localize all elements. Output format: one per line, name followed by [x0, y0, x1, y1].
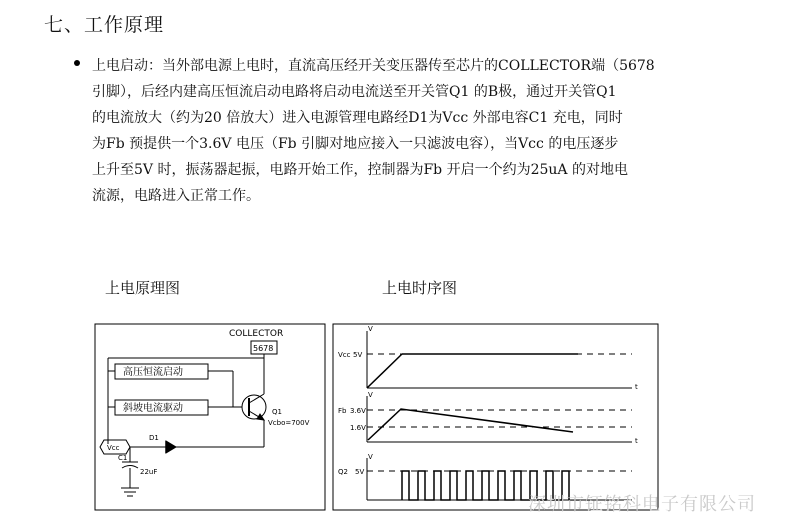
paragraph-line: 的电流放大（约为20 倍放大）进入电源管理电路经D1为Vcc 外部电容C1 充电，同时 — [92, 110, 623, 126]
timing-diagram — [333, 324, 658, 510]
timing-labels — [338, 325, 638, 476]
q2-5v-label: 5V — [355, 468, 365, 476]
q2-v-axis-label: V — [368, 453, 373, 461]
fb-waveform — [368, 409, 573, 440]
timing-frame — [333, 324, 658, 510]
schematic-diagram — [95, 324, 325, 510]
box2-label: 斜坡电流驱动 — [123, 403, 183, 414]
section-heading: 七、工作原理 — [44, 14, 165, 36]
transistor-q1-icon — [242, 395, 266, 419]
box1-label: 高压恒流启动 — [123, 367, 183, 378]
fb-high-label: 3.6V — [350, 407, 366, 415]
vcc-5v-label: 5V — [353, 351, 363, 359]
d1-label: D1 — [149, 434, 159, 442]
pin-label: 5678 — [253, 344, 274, 353]
diode-d1-icon — [166, 441, 176, 453]
timing-vcc-label: Vcc — [338, 351, 351, 359]
collector-label: COLLECTOR — [229, 329, 284, 339]
q1-label: Q1 — [272, 408, 282, 416]
paragraph-line: 流源，电路进入正常工作。 — [92, 188, 260, 204]
vcc-label: Vcc — [107, 444, 120, 452]
paragraph-line: 上升至5V 时，振荡器起振，电路开始工作，控制器为Fb 开启一个约为25uA 的对地电 — [92, 162, 628, 178]
vcc-v-axis-label: V — [368, 325, 373, 333]
timing-fb-label: Fb — [338, 407, 347, 415]
c1-label: C1 — [118, 454, 128, 462]
vcc-rise — [367, 354, 402, 388]
paragraph-line: 为Fb 预提供一个3.6V 电压（Fb 引脚对地应接入一只滤波电容），当Vcc 的电压逐步 — [92, 136, 619, 152]
fb-low-label: 1.6V — [350, 424, 366, 432]
watermark: 深圳市钲铭科电子有限公司 — [528, 494, 756, 515]
timing-q2-label: Q2 — [338, 468, 348, 476]
fb-v-axis-label: V — [368, 391, 373, 399]
vcc-t-axis-label: t — [635, 383, 638, 391]
fb-t-axis-label: t — [635, 437, 638, 445]
cap-value-label: 22uF — [140, 468, 158, 476]
timing-title: 上电时序图 — [382, 279, 458, 297]
paragraph-line: 上电启动：当外部电源上电时，直流高压经开关变压器传至芯片的COLLECTOR端（5678 — [92, 58, 655, 74]
vcbo-label: Vcbo=700V — [268, 419, 310, 427]
paragraph-line: 引脚），后经内建高压恒流启动电路将启动电流送至开关管Q1 的B极，通过开关管Q1 — [92, 84, 617, 100]
schematic-title: 上电原理图 — [105, 279, 181, 297]
